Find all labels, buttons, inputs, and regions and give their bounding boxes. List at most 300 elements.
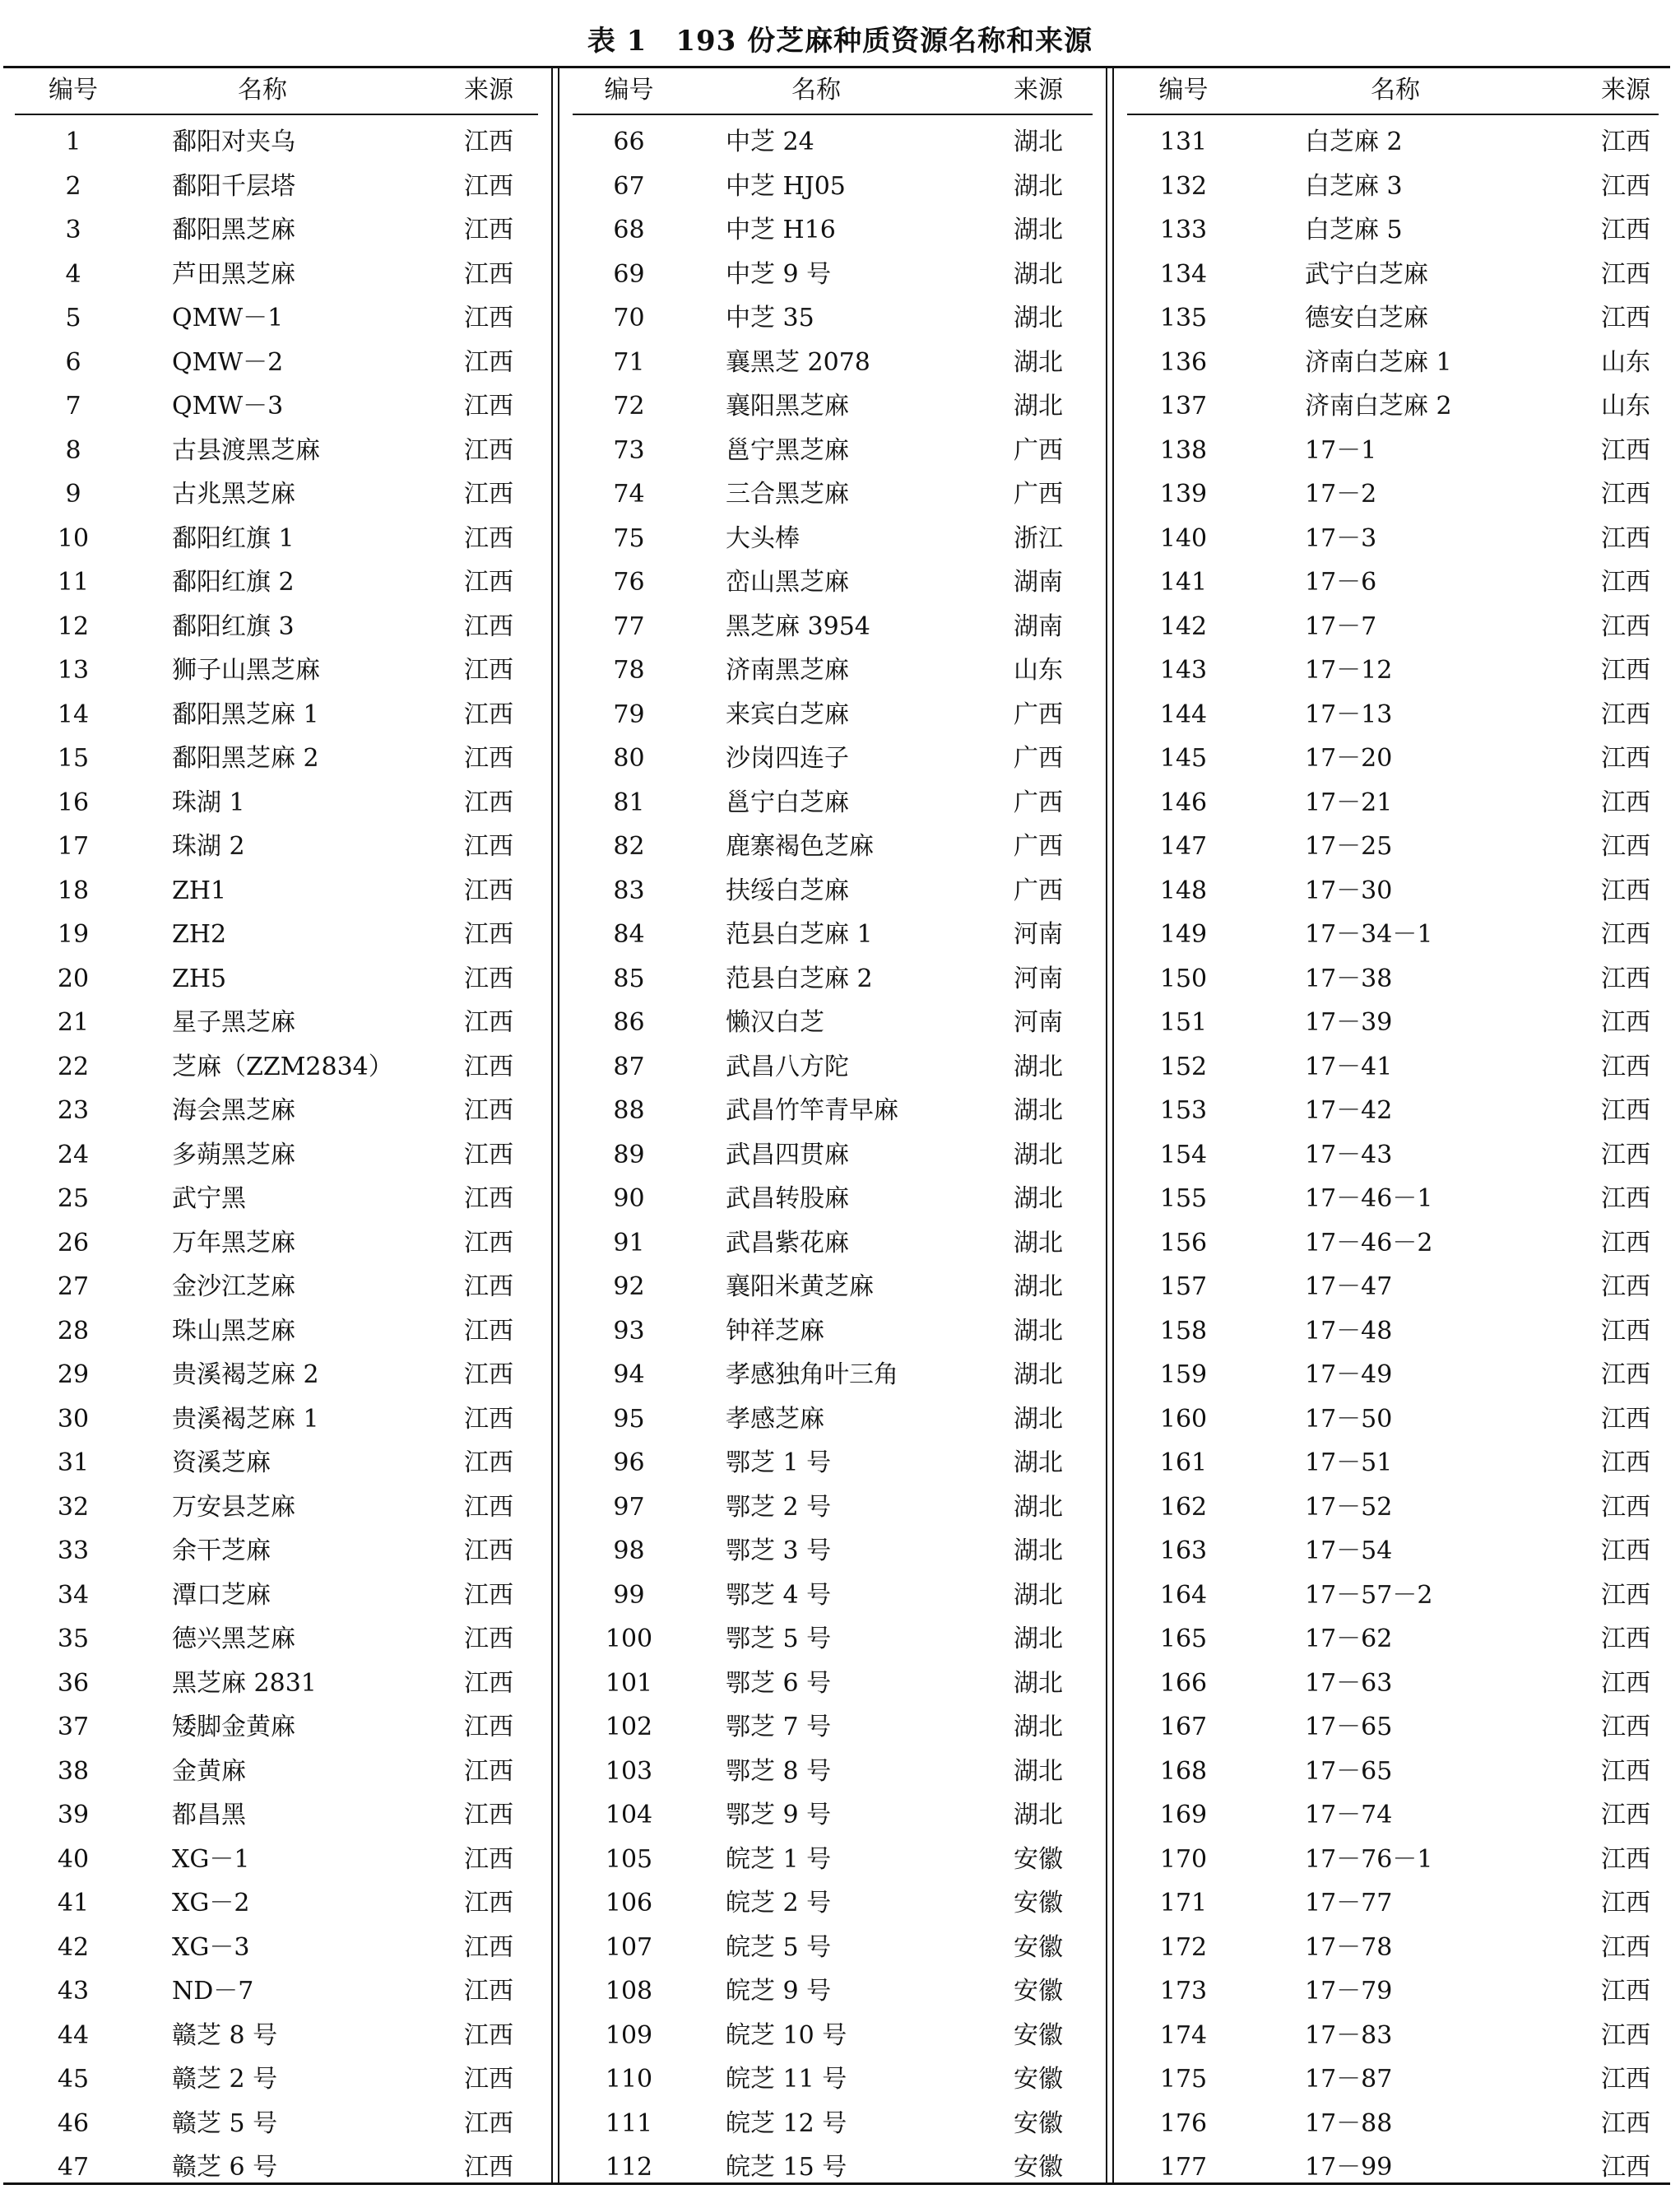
table-row: [3, 957, 550, 1002]
cell-name: 17－39: [1305, 1008, 1393, 1037]
cell-num: 156: [1159, 1228, 1208, 1257]
cell-num: 85: [613, 964, 645, 993]
cell-name: 济南黑芝麻: [726, 656, 849, 685]
cell-source: 湖北: [1014, 1713, 1063, 1741]
cell-num: 67: [613, 171, 645, 201]
cell-source: 湖北: [1014, 1228, 1063, 1257]
cell-name: 鄱阳红旗 3: [172, 611, 295, 641]
table-row: [1116, 253, 1670, 297]
cell-name: 白芝麻 3: [1305, 171, 1403, 201]
table-row: [1116, 737, 1670, 781]
cell-num: 80: [613, 744, 645, 773]
table-row: [1116, 1265, 1670, 1309]
cell-name: 皖芝 9 号: [726, 1977, 832, 2006]
cell-name: 范县白芝麻 2: [726, 964, 873, 993]
cell-name: 17－87: [1305, 2065, 1393, 2094]
cell-name: 中芝 24: [726, 128, 814, 156]
cell-name: 武昌八方陀: [726, 1052, 849, 1081]
cell-num: 174: [1159, 2020, 1208, 2050]
cell-source: 山东: [1601, 392, 1650, 421]
cell-name: 皖芝 5 号: [726, 1932, 832, 1962]
cell-source: 安徽: [1014, 2153, 1063, 2182]
cell-source: 安徽: [1014, 2108, 1063, 2138]
cell-name: QMW－3: [172, 392, 284, 421]
table-row: [1116, 2102, 1670, 2146]
cell-num: 8: [65, 435, 81, 465]
table-row: [3, 165, 550, 209]
table-row: [1116, 1309, 1670, 1354]
table-row: [561, 341, 1104, 385]
cell-num: 140: [1159, 523, 1208, 553]
cell-name: 德兴黑芝麻: [172, 1625, 295, 1653]
cell-num: 18: [57, 876, 90, 905]
cell-source: 江西: [1601, 1668, 1650, 1698]
header-num: 编号: [604, 76, 654, 105]
cell-num: 160: [1159, 1404, 1208, 1434]
cell-num: 164: [1159, 1580, 1208, 1610]
header-source: 来源: [1601, 76, 1650, 105]
cell-num: 162: [1159, 1492, 1208, 1522]
cell-num: 150: [1159, 964, 1208, 993]
table-row: [3, 825, 550, 869]
table-row: [561, 429, 1104, 473]
cell-num: 163: [1159, 1536, 1208, 1565]
cell-name: 17－12: [1305, 656, 1393, 685]
table-row: [3, 1045, 550, 1090]
table-row: [3, 1133, 550, 1178]
cell-name: 鄱阳黑芝麻 2: [172, 744, 319, 773]
cell-source: 江西: [464, 259, 513, 289]
cell-num: 72: [613, 392, 645, 421]
cell-source: 江西: [464, 1052, 513, 1081]
table-row: [561, 2102, 1104, 2146]
table-row: [561, 384, 1104, 429]
cell-name: 都昌黑: [172, 1801, 246, 1829]
table-row: [3, 384, 550, 429]
cell-num: 103: [605, 1756, 653, 1786]
cell-name: 17－88: [1305, 2108, 1393, 2138]
cell-source: 湖北: [1014, 259, 1063, 289]
cell-name: 鄂芝 2 号: [726, 1492, 832, 1522]
table-row: [1116, 1089, 1670, 1133]
table-row: [3, 1793, 550, 1838]
cell-name: ZH2: [172, 920, 227, 949]
cell-source: 江西: [1601, 1272, 1650, 1301]
cell-name: 万年黑芝麻: [172, 1228, 295, 1257]
table-row: [561, 1750, 1104, 1794]
cell-num: 165: [1159, 1625, 1208, 1653]
cell-name: 三合黑芝麻: [726, 480, 849, 509]
cell-name: 17－13: [1305, 700, 1393, 729]
cell-num: 171: [1159, 1889, 1208, 1917]
cell-source: 江西: [1601, 788, 1650, 817]
table-row: [561, 1353, 1104, 1397]
cell-num: 35: [57, 1625, 90, 1653]
cell-source: 江西: [464, 964, 513, 993]
cell-source: 广西: [1014, 744, 1063, 773]
cell-num: 107: [605, 1932, 653, 1962]
cell-name: 金黄麻: [172, 1756, 246, 1786]
table-row: [561, 472, 1104, 517]
cell-num: 149: [1159, 920, 1208, 949]
table-row: [3, 2014, 550, 2058]
cell-name: 金沙江芝麻: [172, 1272, 295, 1301]
table-row: [561, 1089, 1104, 1133]
cell-source: 山东: [1014, 656, 1063, 685]
cell-name: 鄱阳红旗 2: [172, 568, 295, 597]
cell-source: 江西: [464, 920, 513, 949]
table-panel-1: [3, 67, 550, 2182]
cell-num: 92: [613, 1272, 645, 1301]
cell-name: 鄂芝 1 号: [726, 1448, 832, 1477]
cell-source: 江西: [1601, 304, 1650, 332]
cell-name: 星子黑芝麻: [172, 1008, 295, 1037]
cell-source: 江西: [1601, 744, 1650, 773]
cell-num: 81: [613, 788, 645, 817]
cell-name: 武昌竹竿青早麻: [726, 1096, 898, 1125]
cell-name: 17－34－1: [1305, 920, 1433, 949]
cell-name: 珠湖 2: [172, 832, 245, 861]
cell-num: 68: [613, 216, 645, 244]
cell-source: 湖北: [1014, 1272, 1063, 1301]
cell-source: 广西: [1014, 788, 1063, 817]
cell-name: 17－38: [1305, 964, 1393, 993]
cell-num: 15: [57, 744, 90, 773]
cell-num: 26: [57, 1228, 90, 1257]
cell-num: 40: [57, 1844, 90, 1874]
cell-source: 江西: [1601, 700, 1650, 729]
cell-source: 江西: [1601, 1228, 1650, 1257]
cell-source: 江西: [464, 1008, 513, 1037]
cell-source: 江西: [464, 1536, 513, 1565]
cell-num: 90: [613, 1184, 645, 1213]
cell-name: 17－42: [1305, 1096, 1393, 1125]
cell-source: 江西: [1601, 1932, 1650, 1962]
table-row: [561, 1309, 1104, 1354]
cell-num: 23: [57, 1096, 90, 1125]
cell-num: 170: [1159, 1844, 1208, 1874]
cell-num: 7: [65, 392, 81, 421]
cell-num: 102: [605, 1713, 653, 1741]
cell-source: 河南: [1014, 920, 1063, 949]
table-row: [3, 2057, 550, 2102]
cell-name: 海会黑芝麻: [172, 1096, 295, 1125]
cell-num: 22: [57, 1052, 90, 1081]
cell-source: 湖北: [1014, 392, 1063, 421]
table-row: [1116, 605, 1670, 649]
cell-name: 芝麻（ZZM2834）: [172, 1052, 393, 1081]
cell-num: 71: [613, 347, 645, 377]
cell-num: 75: [613, 523, 645, 553]
cell-num: 46: [57, 2108, 90, 2138]
table-row: [561, 869, 1104, 913]
cell-source: 江西: [464, 2065, 513, 2094]
cell-num: 79: [613, 700, 645, 729]
cell-source: 江西: [464, 2020, 513, 2050]
table-row: [3, 1662, 550, 1706]
cell-source: 江西: [464, 1844, 513, 1874]
cell-source: 湖北: [1014, 128, 1063, 156]
cell-name: 17－50: [1305, 1404, 1393, 1434]
cell-source: 湖北: [1014, 1492, 1063, 1522]
cell-source: 江西: [1601, 259, 1650, 289]
cell-num: 41: [57, 1889, 90, 1917]
cell-source: 江西: [464, 2153, 513, 2182]
cell-name: 鄂芝 4 号: [726, 1580, 832, 1610]
cell-name: 17－41: [1305, 1052, 1393, 1081]
cell-name: 孝感芝麻: [726, 1404, 824, 1434]
cell-num: 44: [57, 2020, 90, 2050]
cell-num: 142: [1159, 611, 1208, 641]
cell-name: XG－2: [172, 1889, 250, 1917]
cell-source: 江西: [464, 1404, 513, 1434]
cell-source: 江西: [1601, 1889, 1650, 1917]
header-name: 名称: [1371, 76, 1420, 105]
cell-num: 169: [1159, 1801, 1208, 1829]
cell-name: 中芝 H16: [726, 216, 836, 244]
table-row: [3, 605, 550, 649]
cell-source: 江西: [464, 832, 513, 861]
table-row: [1116, 1662, 1670, 1706]
cell-name: 赣芝 8 号: [172, 2020, 278, 2050]
table-row: [3, 1441, 550, 1485]
table-row: [561, 1662, 1104, 1706]
table-row: [3, 1177, 550, 1221]
table-row: [561, 781, 1104, 825]
cell-num: 39: [57, 1801, 90, 1829]
cell-name: 鄂芝 9 号: [726, 1801, 832, 1829]
cell-name: 17－57－2: [1305, 1580, 1433, 1610]
table-row: [1116, 517, 1670, 561]
cell-num: 6: [65, 347, 81, 377]
cell-num: 146: [1159, 788, 1208, 817]
table-row: [3, 781, 550, 825]
cell-num: 132: [1159, 171, 1208, 201]
cell-source: 湖南: [1014, 568, 1063, 597]
table-row: [1116, 1705, 1670, 1750]
table-row: [561, 165, 1104, 209]
cell-name: 17－7: [1305, 611, 1377, 641]
cell-num: 36: [57, 1668, 90, 1698]
table-row: [1116, 1485, 1670, 1530]
cell-name: 17－21: [1305, 788, 1393, 817]
cell-name: 17－47: [1305, 1272, 1393, 1301]
table-row: [3, 1309, 550, 1354]
cell-name: 襄阳黑芝麻: [726, 392, 849, 421]
cell-num: 24: [57, 1140, 90, 1169]
cell-source: 江西: [1601, 1008, 1650, 1037]
cell-num: 28: [57, 1316, 90, 1346]
cell-name: 古县渡黑芝麻: [172, 435, 320, 465]
table-row: [3, 1529, 550, 1573]
cell-name: ZH1: [172, 876, 227, 905]
table-row: [1116, 1750, 1670, 1794]
cell-name: 古兆黑芝麻: [172, 480, 295, 509]
table-row: [3, 1221, 550, 1266]
cell-source: 湖北: [1014, 1360, 1063, 1389]
table-row: [3, 517, 550, 561]
table-bottom-rule: [3, 2182, 1670, 2185]
cell-num: 104: [605, 1801, 653, 1829]
cell-num: 161: [1159, 1448, 1208, 1477]
cell-name: 邕宁黑芝麻: [726, 435, 849, 465]
table-row: [561, 693, 1104, 737]
table-row: [1116, 1221, 1670, 1266]
cell-source: 江西: [1601, 2065, 1650, 2094]
cell-source: 湖北: [1014, 1096, 1063, 1125]
cell-source: 江西: [464, 216, 513, 244]
cell-name: 鄂芝 8 号: [726, 1756, 832, 1786]
cell-source: 江西: [1601, 216, 1650, 244]
cell-name: QMW－1: [172, 304, 284, 332]
cell-num: 175: [1159, 2065, 1208, 2094]
cell-name: 赣芝 2 号: [172, 2065, 278, 2094]
cell-source: 江西: [464, 876, 513, 905]
cell-source: 江西: [1601, 1096, 1650, 1125]
cell-source: 江西: [464, 347, 513, 377]
cell-num: 29: [57, 1360, 90, 1389]
cell-source: 江西: [464, 1889, 513, 1917]
cell-source: 江西: [464, 1228, 513, 1257]
cell-name: 鄱阳红旗 1: [172, 523, 295, 553]
table-row: [1116, 693, 1670, 737]
cell-name: 皖芝 10 号: [726, 2020, 847, 2050]
cell-source: 湖北: [1014, 1625, 1063, 1653]
cell-name: 鄂芝 3 号: [726, 1536, 832, 1565]
table-row: [561, 517, 1104, 561]
table-row: [1116, 429, 1670, 473]
cell-name: 珠湖 1: [172, 788, 245, 817]
table-row: [561, 1573, 1104, 1618]
cell-num: 66: [613, 128, 645, 156]
table-row: [1116, 781, 1670, 825]
cell-name: 贵溪褐芝麻 2: [172, 1360, 319, 1389]
cell-source: 江西: [464, 1360, 513, 1389]
table-row: [1116, 120, 1670, 165]
cell-source: 江西: [1601, 1360, 1650, 1389]
table-row: [561, 1529, 1104, 1573]
header-source: 来源: [1014, 76, 1063, 105]
cell-num: 147: [1159, 832, 1208, 861]
cell-source: 江西: [464, 304, 513, 332]
cell-num: 157: [1159, 1272, 1208, 1301]
header-rule: [1127, 114, 1659, 115]
header-num: 编号: [1158, 76, 1209, 105]
table-row: [1116, 472, 1670, 517]
cell-name: 德安白芝麻: [1305, 304, 1428, 332]
cell-name: 皖芝 1 号: [726, 1844, 832, 1874]
cell-num: 3: [65, 216, 81, 244]
cell-source: 江西: [464, 744, 513, 773]
cell-source: 安徽: [1014, 1844, 1063, 1874]
table-row: [3, 1750, 550, 1794]
cell-source: 江西: [464, 392, 513, 421]
table-row: [561, 1001, 1104, 1045]
cell-source: 江西: [1601, 1404, 1650, 1434]
cell-num: 176: [1159, 2108, 1208, 2138]
cell-source: 江西: [1601, 171, 1650, 201]
table-row: [561, 208, 1104, 253]
table-row: [3, 1353, 550, 1397]
table-row: [1116, 1573, 1670, 1618]
cell-name: QMW－2: [172, 347, 284, 377]
cell-source: 江西: [1601, 2020, 1650, 2050]
table-row: [3, 1485, 550, 1530]
cell-name: 济南白芝麻 1: [1305, 347, 1452, 377]
table-row: [561, 2057, 1104, 2102]
cell-source: 广西: [1014, 480, 1063, 509]
table-row: [3, 913, 550, 957]
cell-num: 106: [605, 1889, 653, 1917]
table-row: [1116, 825, 1670, 869]
cell-source: 山东: [1601, 347, 1650, 377]
table-row: [1116, 1926, 1670, 1970]
table-row: [3, 560, 550, 605]
cell-source: 湖南: [1014, 611, 1063, 641]
cell-source: 江西: [1601, 1140, 1650, 1169]
cell-name: 沙岗四连子: [726, 744, 849, 773]
cell-source: 江西: [464, 1977, 513, 2006]
table-row: [561, 1265, 1104, 1309]
cell-source: 江西: [1601, 656, 1650, 685]
cell-name: 赣芝 5 号: [172, 2108, 278, 2138]
cell-num: 16: [57, 788, 90, 817]
cell-num: 109: [605, 2020, 653, 2050]
cell-num: 25: [57, 1184, 90, 1213]
cell-name: 17－65: [1305, 1756, 1393, 1786]
cell-name: 鄂芝 7 号: [726, 1713, 832, 1741]
cell-name: 鄂芝 6 号: [726, 1668, 832, 1698]
cell-num: 159: [1159, 1360, 1208, 1389]
table-panel-3: [1116, 67, 1670, 2182]
cell-num: 32: [57, 1492, 90, 1522]
cell-name: 17－83: [1305, 2020, 1393, 2050]
cell-source: 安徽: [1014, 2065, 1063, 2094]
header-row: [561, 67, 1104, 114]
table-row: [561, 1926, 1104, 1970]
cell-name: 潭口芝麻: [172, 1580, 271, 1610]
cell-name: 中芝 35: [726, 304, 814, 332]
cell-source: 江西: [464, 1316, 513, 1346]
cell-num: 93: [613, 1316, 645, 1346]
cell-num: 82: [613, 832, 645, 861]
column-divider: [558, 67, 559, 2182]
cell-name: 多蒴黑芝麻: [172, 1140, 295, 1169]
cell-name: 贵溪褐芝麻 1: [172, 1404, 319, 1434]
cell-source: 江西: [1601, 1536, 1650, 1565]
cell-name: 白芝麻 5: [1305, 216, 1403, 244]
cell-source: 江西: [1601, 2108, 1650, 2138]
table-row: [561, 957, 1104, 1002]
cell-source: 江西: [1601, 1625, 1650, 1653]
header-rule: [573, 114, 1093, 115]
cell-num: 95: [613, 1404, 645, 1434]
cell-source: 江西: [464, 1492, 513, 1522]
cell-num: 89: [613, 1140, 645, 1169]
cell-name: 17－63: [1305, 1668, 1393, 1698]
column-divider: [1106, 67, 1107, 2182]
table-row: [561, 913, 1104, 957]
cell-name: 鄱阳黑芝麻: [172, 216, 295, 244]
cell-source: 江西: [464, 1096, 513, 1125]
cell-num: 173: [1159, 1977, 1208, 2006]
cell-name: 17－1: [1305, 435, 1377, 465]
cell-source: 湖北: [1014, 1580, 1063, 1610]
cell-source: 江西: [1601, 2153, 1650, 2182]
table-row: [3, 1838, 550, 1882]
table-row: [561, 605, 1104, 649]
header-name: 名称: [238, 76, 287, 105]
